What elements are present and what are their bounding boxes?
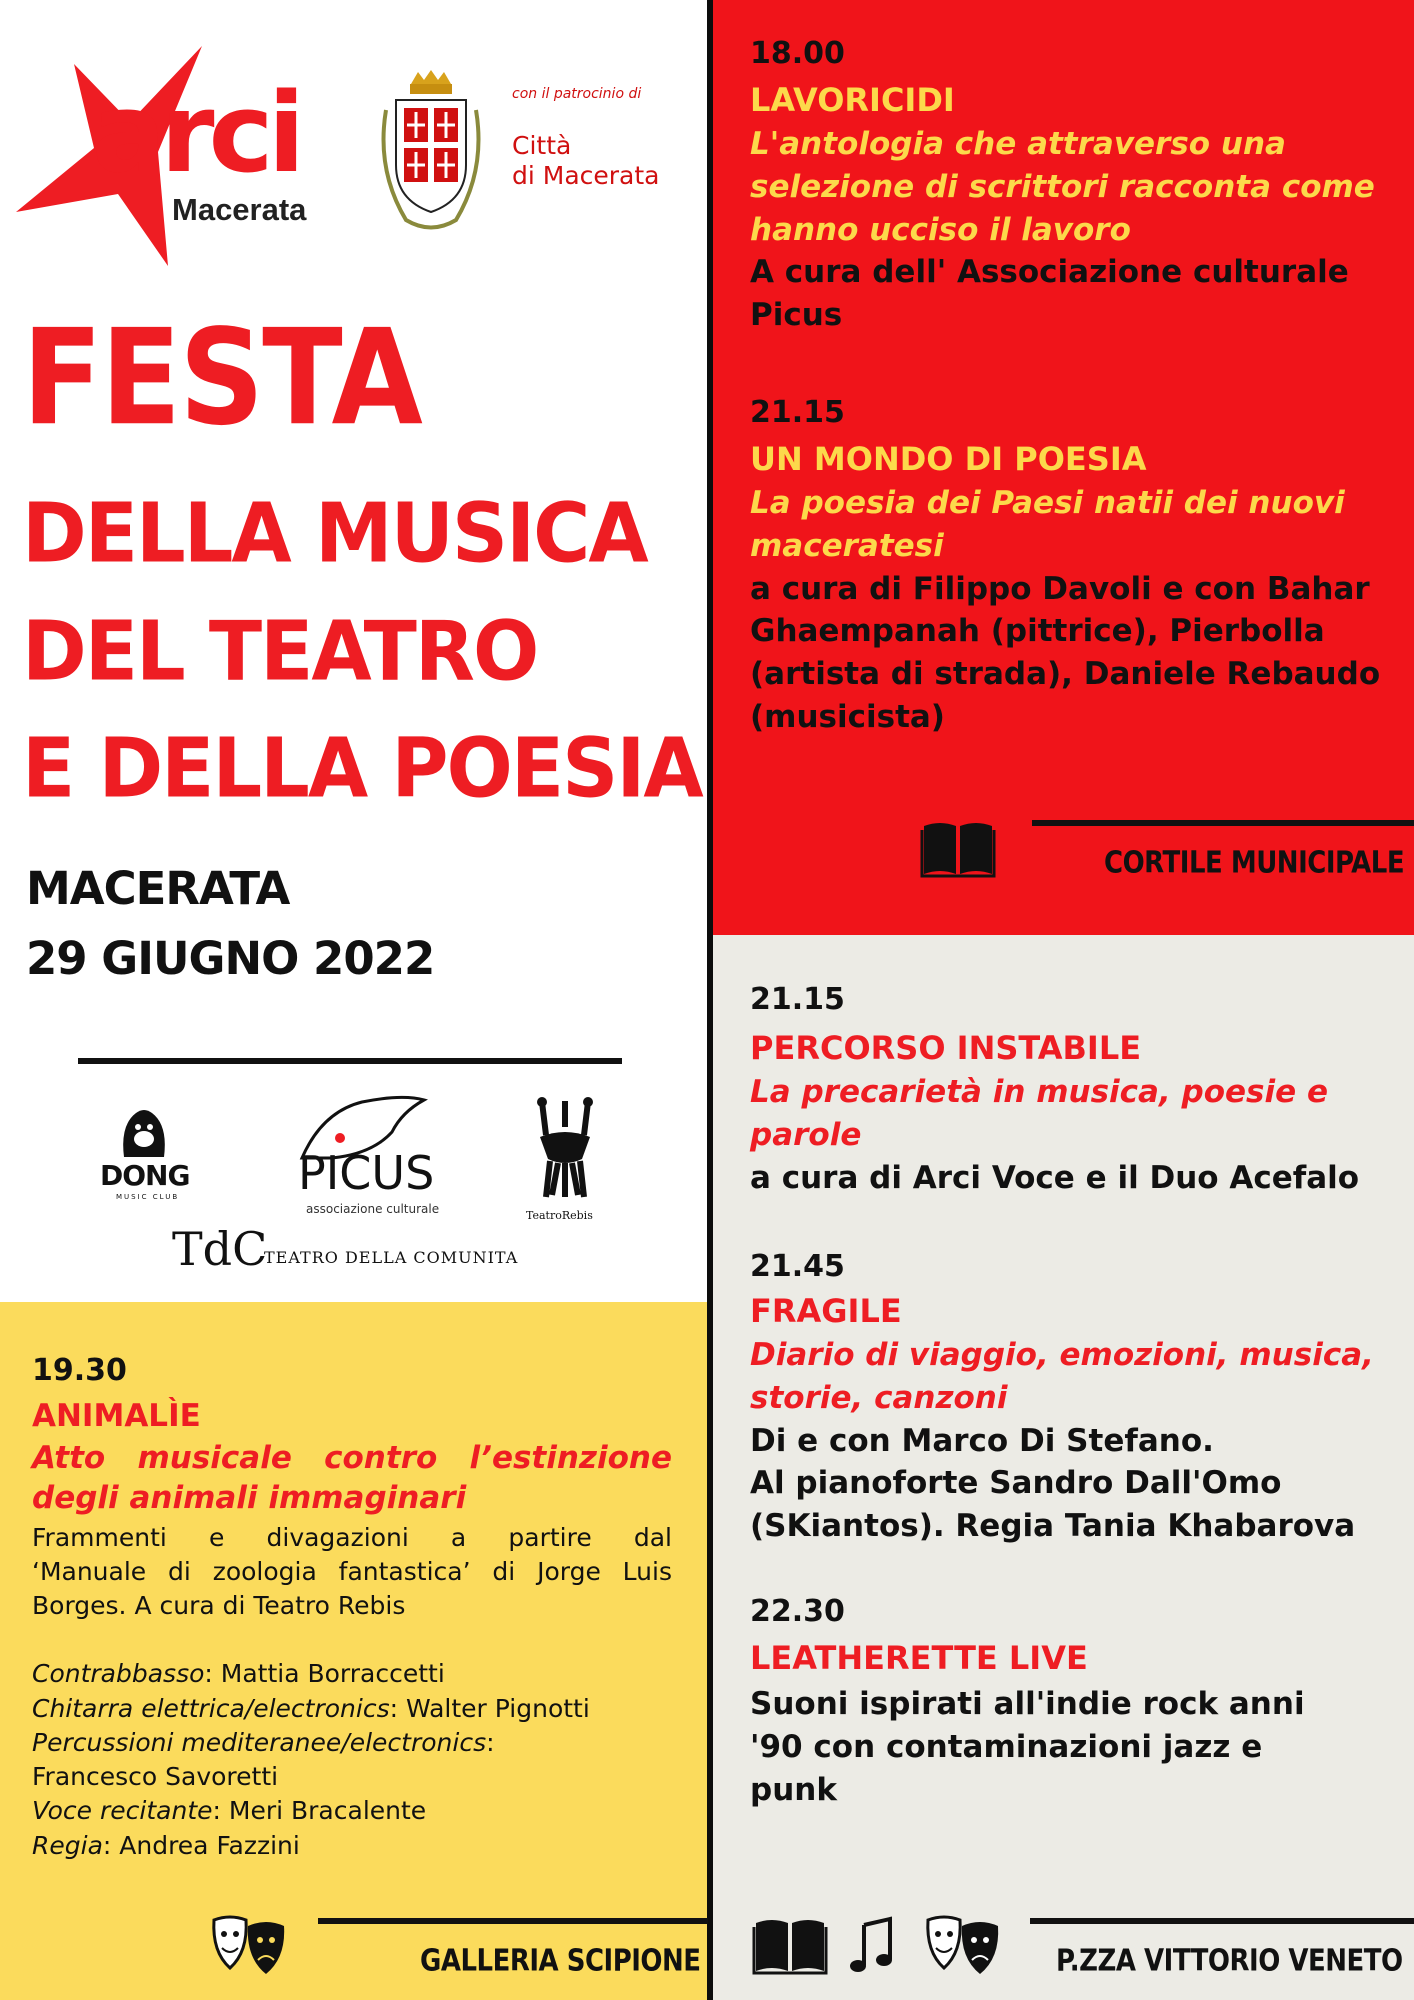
event-description	[750, 1334, 1390, 1420]
body-line: Ghaempanah (pittrice), Pierbolla	[750, 613, 1325, 650]
event-time: 21.45	[750, 1249, 845, 1284]
description-line: Diario di viaggio, emozioni, musica,	[750, 1337, 1374, 1373]
description-line: parole	[750, 1116, 862, 1153]
body-line: a cura di Arci Voce e il Duo Acefalo	[750, 1159, 1360, 1196]
event-body	[32, 1521, 672, 1624]
credit-row	[32, 1760, 672, 1794]
event-time: 19.30	[32, 1353, 127, 1388]
event-date: 29 GIUGNO 2022	[26, 932, 435, 985]
rebis-figure-icon	[530, 1097, 600, 1202]
arci-wordmark	[92, 69, 300, 197]
body-line: (SKiantos). Regia Tania Khabarova	[750, 1508, 1356, 1545]
book-icon	[752, 1915, 828, 1975]
event-title: FRAGILE	[750, 1292, 902, 1330]
headline-festa: FESTA	[22, 300, 421, 455]
galleria-event-animalie	[32, 1353, 672, 1863]
dong-subtitle: MUSIC CLUB	[116, 1193, 180, 1201]
headline-poesia: E DELLA POESIA	[22, 722, 702, 817]
cortile-event-lavoricidi	[750, 36, 1390, 337]
body-line: (artista di strada), Daniele Rebaudo	[750, 656, 1381, 693]
piazza-event-leatherette	[750, 1594, 1390, 1811]
body-line: '90 con contaminazioni jazz e	[750, 1728, 1263, 1765]
event-title: LEATHERETTE LIVE	[750, 1639, 1088, 1677]
piazza-event-percorso	[750, 982, 1390, 1199]
body-line: punk	[750, 1771, 837, 1808]
galleria-venue-rule	[318, 1918, 708, 1924]
credit-role: Contrabbasso	[32, 1659, 205, 1689]
tdc-wordmark: TEATRO DELLA COMUNITA	[264, 1248, 519, 1267]
music-note-icon	[850, 1915, 894, 1975]
event-body	[750, 568, 1390, 739]
credit-role: Percussioni mediteranee/electronics	[32, 1727, 487, 1757]
picus-wordmark: PICUS	[298, 1146, 435, 1200]
arci-city: Macerata	[172, 192, 307, 227]
credit-row	[32, 1726, 672, 1760]
patronage-city-line1: Città	[512, 131, 572, 160]
vertical-divider	[707, 0, 713, 2000]
event-time: 21.15	[750, 982, 845, 1017]
event-body	[750, 1420, 1390, 1548]
event-description	[750, 482, 1390, 568]
credit-role: Voce recitante	[32, 1796, 213, 1826]
body-line: Frammenti e divagazioni a partire dal	[32, 1522, 672, 1552]
description-line: maceratesi	[750, 527, 944, 564]
credit-row	[32, 1794, 672, 1828]
picus-subtitle: associazione culturale	[306, 1202, 440, 1216]
piazza-venue-label: P.ZZA VITTORIO VENETO	[1056, 1944, 1403, 1979]
body-line: Al pianoforte Sandro Dall'Omo	[750, 1465, 1282, 1502]
theater-masks-icon	[208, 1912, 292, 1978]
credit-name: Francesco Savoretti	[32, 1762, 279, 1792]
gorilla-icon	[116, 1105, 172, 1161]
body-line: Suoni ispirati all'indie rock anni	[750, 1686, 1305, 1722]
event-title: LAVORICIDI	[750, 81, 955, 119]
event-title: ANIMALÌE	[32, 1398, 201, 1434]
headline-rule	[78, 1058, 622, 1064]
galleria-venue-label: GALLERIA SCIPIONE	[420, 1944, 701, 1979]
cortile-venue-label: CORTILE MUNICIPALE	[1104, 846, 1405, 881]
piazza-event-fragile	[750, 1249, 1390, 1548]
cortile-venue-rule	[1032, 820, 1414, 826]
body-line: a cura di Filippo Davoli e con Bahar	[750, 570, 1370, 607]
headline-musica: DELLA MUSICA	[22, 487, 647, 582]
dong-wordmark: DONG	[100, 1159, 190, 1192]
event-title: UN MONDO DI POESIA	[750, 440, 1147, 478]
event-description	[750, 123, 1390, 251]
teatro-rebis-logo	[522, 1097, 612, 1227]
credit-role: Regia	[32, 1830, 103, 1860]
picus-logo	[272, 1092, 442, 1222]
credit-name: : Mattia Borraccetti	[204, 1659, 445, 1689]
event-title: PERCORSO INSTABILE	[750, 1029, 1142, 1067]
theater-masks-icon	[922, 1912, 1006, 1978]
patronage-label: con il patrocinio di	[512, 86, 642, 102]
body-line: Borges. A cura di Teatro Rebis	[32, 1591, 406, 1621]
event-body	[750, 1157, 1390, 1200]
credit-role: Chitarra elettrica/electronics	[32, 1693, 390, 1723]
book-icon	[920, 818, 996, 878]
headline-teatro: DEL TEATRO	[22, 605, 538, 700]
cortile-event-mondo-poesia	[750, 395, 1390, 739]
credit-name: :	[486, 1727, 495, 1757]
credit-name: : Meri Bracalente	[212, 1796, 427, 1826]
credit-name: : Andrea Fazzini	[102, 1830, 300, 1860]
credits-list	[32, 1657, 672, 1863]
event-city: MACERATA	[26, 862, 290, 915]
body-line: (musicista)	[750, 698, 945, 735]
event-body	[750, 1683, 1390, 1811]
event-description	[750, 1071, 1390, 1157]
description-line: hanno ucciso il lavoro	[750, 211, 1131, 248]
event-time: 21.15	[750, 395, 845, 430]
macerata-crest-icon	[366, 70, 496, 240]
event-time: 18.00	[750, 36, 845, 71]
arci-logo	[10, 44, 340, 274]
description-line: L'antologia che attraverso una	[750, 126, 1286, 162]
body-line: ‘Manuale di zoologia fantastica’ di Jorge Luis	[32, 1556, 672, 1586]
rebis-wordmark: TeatroRebis	[526, 1209, 593, 1222]
credit-row	[32, 1829, 672, 1863]
description-line: La precarietà in musica, poesie e	[750, 1074, 1328, 1110]
description-line: storie, canzoni	[750, 1379, 1008, 1416]
event-time: 22.30	[750, 1594, 845, 1629]
arci-word: arci	[92, 69, 300, 197]
piazza-venue-rule	[1030, 1918, 1414, 1924]
dong-logo	[98, 1105, 188, 1205]
teatro-comunita-logo	[172, 1222, 532, 1286]
credit-row	[32, 1692, 672, 1726]
body-line: A cura dell' Associazione culturale	[750, 254, 1349, 291]
description-line: La poesia dei Paesi natii dei nuovi	[750, 485, 1345, 521]
event-body	[750, 251, 1390, 337]
credit-name: : Walter Pignotti	[389, 1693, 590, 1723]
patronage-city-line2: di Macerata	[512, 161, 660, 190]
body-line: Picus	[750, 297, 843, 334]
event-description	[32, 1438, 672, 1519]
credit-row	[32, 1657, 672, 1691]
description-line: Atto musicale contro l’estinzione	[32, 1440, 672, 1476]
description-line: selezione di scrittori racconta come	[750, 168, 1375, 205]
description-line: degli animali immaginari	[32, 1480, 467, 1517]
body-line: Di e con Marco Di Stefano.	[750, 1422, 1214, 1459]
tdc-monogram: TdC	[172, 1222, 268, 1276]
